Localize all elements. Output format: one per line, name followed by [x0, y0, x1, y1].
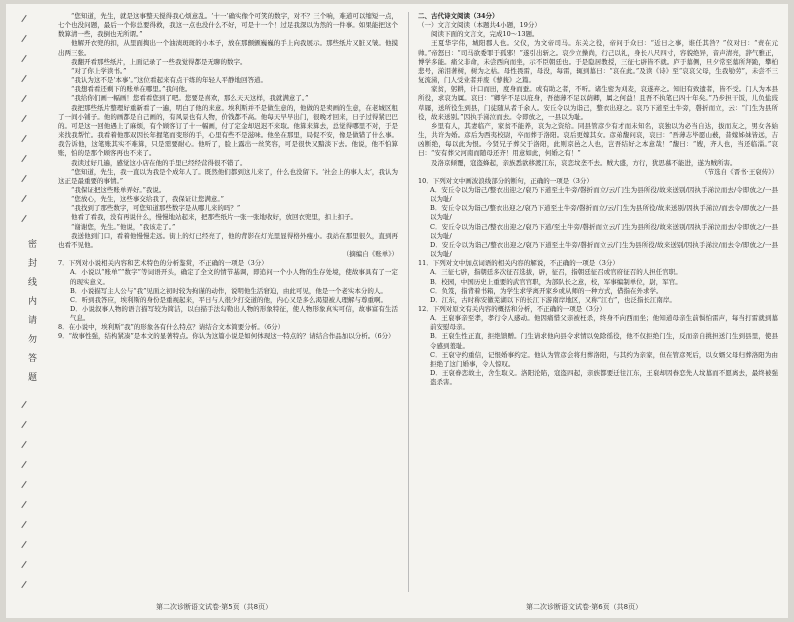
subsection-heading: （一）文言文阅读（本题共4小题，19分）	[418, 21, 541, 30]
passage-paragraph: “您知道，先生，我一直以为我是个成年人了。既然他们都到这儿来了，什么也没留下。‘社会上的事人太’，我认为这正是最重要的事情。”	[58, 167, 398, 185]
seal-dash	[21, 95, 26, 102]
q10-option-b: B．安丘令以为诣己/整衣出迎之/裒乃下道至土牛旁/磬折而立/云/门生为县所役/故来送别/因执手涕泣/而去令/即放之/一县以为耻/	[430, 204, 778, 222]
seal-dash	[21, 541, 26, 548]
passage-source: （摘编自《账单》）	[342, 250, 398, 259]
seal-dash	[21, 35, 26, 42]
q10-option-a: A．安丘令以为诣己/整衣出迎之/裒乃下道至土牛旁/磬折而立/云/门生为县所役/故来送别/因执手涕泣而去/令即放之/一县以为耻/	[430, 185, 778, 204]
passage-paragraph: 我读过好几遍，感觉这小店在他的手里已经经营得很不错了。	[71, 158, 247, 167]
seal-dash	[21, 401, 26, 408]
classical-paragraph: 家贫，躬耕，计口而田，度身而蚕。或有助之者，不听。诸生密为刈麦，哀遂弃之。知旧有致遗者，皆不受。门人为本县所役，求哀为属。哀曰：“卿学不足以庇身，吾德薄不足以荫卿，属之何益！且吾不执笔已四十年矣。”乃步担干饭，儿负盐豉草屦，送所役生到县，门徒随从者千余人。安丘令以为诣己，整衣出迎之。哀乃下道至土牛旁，磬折而立，云：“门生为县所役，故来送别。”因执手涕泣而去。令即放之，一县以为耻。	[418, 85, 778, 121]
seal-dash	[21, 501, 26, 508]
question-10: 10．下列对文中画波浪线部分的断句，正确的一项是（3分）	[418, 176, 593, 185]
seal-dash	[21, 135, 26, 142]
seal-dash	[21, 55, 26, 62]
classical-paragraph: 乡里有人，其妻临产，家贫不能养，哀为之资给。同县管彦少有才而未知名，哀独以为必当自达，拔而友之，男女各始生，共许为婚。彦后为西夷校尉，卒而葬于洛阳。哀后更嫁其女。彦弟馥问哀，哀曰：“吾薄志毕愿山薮，昔嫁姊妹皆远，吉凶断绝，每以此为恨。今贤兄子葬父于洛阳，此则京邑之人也，岂吾结好之本意哉！”馥曰：“嫂，齐人也，当还临淄。”哀曰：“安有葬父河南而随母还齐！用意如此，何婚之有！”	[418, 121, 778, 158]
seal-dash	[21, 195, 26, 202]
seal-line-gutter	[6, 4, 54, 618]
right-column	[418, 12, 778, 387]
seal-dash	[21, 215, 26, 222]
q11-option-d: D．江东，古时称安徽芜湖以下的长江下游南岸地区，又称“江右”，也泛指长江南岸。	[430, 295, 676, 304]
seal-dash	[21, 441, 26, 448]
passage-paragraph: “我想看看还剩下的账单在哪里。”我问他。	[71, 85, 192, 94]
q12-option-c: C．王裒守约重信，记恨婚事约定。他认为管彦会将归葬洛阳，与其约为亲家，但在管彦死后，以女婿父母归葬洛阳为由拒绝了这门婚事，令人惊叹。	[430, 350, 778, 368]
passage-paragraph: “我给你们画一幅画！您看看您到了吧。您要是喜欢，那么天天这样，我就满意了。”	[71, 94, 309, 103]
page-divider	[408, 12, 409, 592]
q7-option-a: A．小说以“账单”“数字”等词语开头，确定了全文的情节基调，即追问一个小人物的生存处境，使故事具有了一定的现实意义。	[70, 268, 398, 286]
seal-dash	[21, 15, 26, 22]
question-9: 9．“故事性强，结构紧凑”是本文的显著特点。你认为这篇小说是如何体现这一特点的？请结合作品加以分析。（6分）	[58, 332, 395, 341]
passage-paragraph: “我保证把这些账单弄好。”我说。	[71, 185, 166, 194]
seal-dash	[21, 115, 26, 122]
q12-option-b: B．王裒生性正直，拒绝馈赠。门生请求他向县令求情以免除徭役，他不仅拒绝门生，反而亲自挑担送门生到县里，使县令感到羞耻。	[430, 332, 778, 350]
passage-paragraph: “对了你上学读书。”	[71, 66, 127, 75]
passage-paragraph: 我翻开看那些纸片，上面记录了一些我觉得都是无聊的数字。	[71, 57, 247, 66]
classical-paragraph: 王夏华字伟，城阳郡人也。父仪，为文帝司马。东关之役，帝问于众曰：“近日之事，谁任其咎？”仪对曰：“责在元帅。”帝怒曰：“司马欲委罪于孤邪！”遂引出斩之。哀少立操尚，行己以礼，身长八尺四寸，容貌绝异，音声清亮，辞气雅正，博学多能。痛父非命，未尝西向而坐，示不臣朝廷也。于是隐居教授，三征七辟皆不就。庐于墓侧，旦夕常至墓所拜跪，攀柏悲号，涕泪著树，树为之枯。母性畏雷，母没，每雷，辄到墓曰：“哀在此。”及读《诗》至“哀哀父母，生我劬劳”，未尝不三复流涕，门人受业者并废《蓼莪》之篇。	[418, 39, 778, 85]
q7-option-b: B．小说描写主人公与“我”见面之初时较为拘谨的动作，说明他生活窘迫，由此可见，他是一个老实本分的人。	[70, 286, 387, 295]
seal-line-notice: 密 封 线 内 请 勿 答 题	[28, 240, 38, 383]
question-11: 11．下列对文中加点词语的相关内容的解说，不正确的一项是（3分）	[418, 259, 619, 268]
passage-paragraph: 我送他到门口，看着他慢慢走远。街上的灯已经亮了，他的背影在灯光里显得格外瘦小。我站在那里很久，直到再也看不见他。	[58, 231, 398, 249]
seal-dash	[21, 461, 26, 468]
exam-sheet	[6, 4, 788, 618]
passage-paragraph: “谢谢您，先生。”他说，“我该走了。”	[71, 222, 176, 231]
q11-option-a: A．三征七辟，指朝廷多次征召选拔，辟，征召，指朝廷征召或官府征召的人担任官职。	[430, 268, 682, 277]
seal-dash	[21, 421, 26, 428]
question-8: 8．在小说中，埃利斯“我”的形象各有什么特点？请结合文本简要分析。（6分）	[58, 323, 285, 332]
passage-paragraph: “您放心，先生，这些事交给我了，我保证让您满意。”	[71, 195, 224, 204]
seal-dash	[21, 581, 26, 588]
left-column	[58, 12, 398, 342]
q12-option-a: A．王裒事亲至孝，孝行令人感动。他因痛惜父亲被枉杀，终身不向西而坐；他知道母亲生前惧怕雷声，每当打雷就到墓前安慰母亲。	[430, 314, 778, 332]
q12-option-d: D．王裒眷恋故土，舍生取义。洛阳沦陷，寇盗四起，亲族都要迁往江东，王裒却因眷恋先人坟墓而不愿离去，最终被强盗杀害。	[430, 369, 778, 387]
reading-instruction: 阅读下面的文言文，完成10～13题。	[431, 30, 539, 39]
question-12: 12．下列对原文有关内容的概括和分析，不正确的一项是（3分）	[418, 305, 606, 313]
passage-paragraph: 他解开衣兜的扣，从里面掏出一个油渍斑斑的小本子，放在那颤颤巍巍的手上向我展示。那些纸片又脏又皱。他摸出两三张。	[58, 39, 398, 57]
page-footer-right: 第二次诊断语文试卷·第6页（共8页）	[526, 603, 643, 611]
q10-option-d: D．安丘令以为诣己/整衣出迎之/裒乃下道至土牛旁/磬折而立云/门生为县所役/故来送别/因执手涕泣/而去令/即放之/一县以为耻/	[430, 240, 778, 259]
passage-paragraph: “我认为这不是‘本事’。”这位看起来有点干练的年轻人平静地回答道。	[71, 76, 268, 85]
seal-dash	[21, 155, 26, 162]
passage-paragraph: 我把那些纸片整理好重新看了一遍，明白了他的来意。埃利斯并不是做生意的，他做的是卖画的生意，在老城区租了一间小铺子。他的画都是自己画的，有风景也有人物，价钱都不高。他每天早早出门，很晚才回来，日子过得紧巴巴的。可是这一回他遇上了麻烦，有个顾客订了十一幅画，付了定金却迟迟不来取。他算来算去，总觉得哪里不对，于是来找我帮忙。我看着他那双因长年握笔而变形的手，心里有些不是滋味。他坐在那里，局促不安，像是做错了什么事。我告诉他，这笔账其实不难算，只是需要耐心。他听了，脸上露出一丝笑容，可是很快又黯淡下去。他说，他不怕算账，怕的是那个顾客再也不来了。	[58, 103, 398, 158]
q7-option-c: C．听到我答应，埃利斯的身份是重视起来，平日与人很少打交道的他，内心又是多么渴望被人理解与尊重啊。	[70, 295, 387, 304]
question-7: 7．下列对小说相关内容和艺术特色的分析鉴赏，不正确的一项是（3分）	[58, 259, 268, 268]
passage-paragraph: “您知道，先生，就是这事整天搅得我心烦意乱。‘十一’确实像个可笑的数字，对不？三个响，难道可以缩短一点，七个也没问题，最后一个你总要得救，我这一点也没什么不好，可是十一个！过足我深以为然的一件事。如果能把这个数算清一些，我倒也无所谓。”	[58, 12, 398, 39]
seal-dash	[21, 481, 26, 488]
classical-paragraph: 及洛京倾覆，寇盗蜂起，亲族悉欲移渡江东，哀恋坟垄不去。贼大盛，方行，犹思慕不能进，遂为贼所害。	[431, 158, 737, 167]
seal-dash	[21, 75, 26, 82]
q11-option-c: C．负笈，指背着书箱，为学生求学离开家乡或从师的一种方式，借指在外求学。	[430, 286, 663, 295]
page-footer-left: 第二次诊断语文试卷·第5页（共8页）	[156, 603, 273, 611]
seal-dash	[21, 561, 26, 568]
classical-source: （节选自《晋书·王裒传》）	[701, 167, 778, 176]
q7-option-d: D．小说叙事人物的语言描写较为简洁，以白描手法勾勒出人物的形象特征，使人物形象真实可信，故事富有生活气息。	[70, 305, 398, 323]
section-heading: 二、古代诗文阅读（34分）	[418, 12, 499, 20]
passage-paragraph: “我找到了那些数字，可您知道那些数字是从哪儿来的吗？”	[71, 204, 241, 213]
seal-dash	[21, 175, 26, 182]
q10-option-c: C．安丘令以为诣己/整衣出迎之/裒乃下道/至土牛旁/磬折而立云/门生为县所役/故来送别/因执手涕泣而去/令即放之/一县以为耻/	[430, 222, 778, 240]
q11-option-b: B．校园，中国历史上重要的武官官职，为部队长之意，校，军事编制单位，尉，军官。	[430, 277, 682, 286]
seal-dash	[21, 521, 26, 528]
passage-paragraph: 他看了看我，没有再说什么，慢慢地站起来，把那些纸片一张一张地收好，放回衣兜里，扣上扣子。	[71, 213, 357, 222]
